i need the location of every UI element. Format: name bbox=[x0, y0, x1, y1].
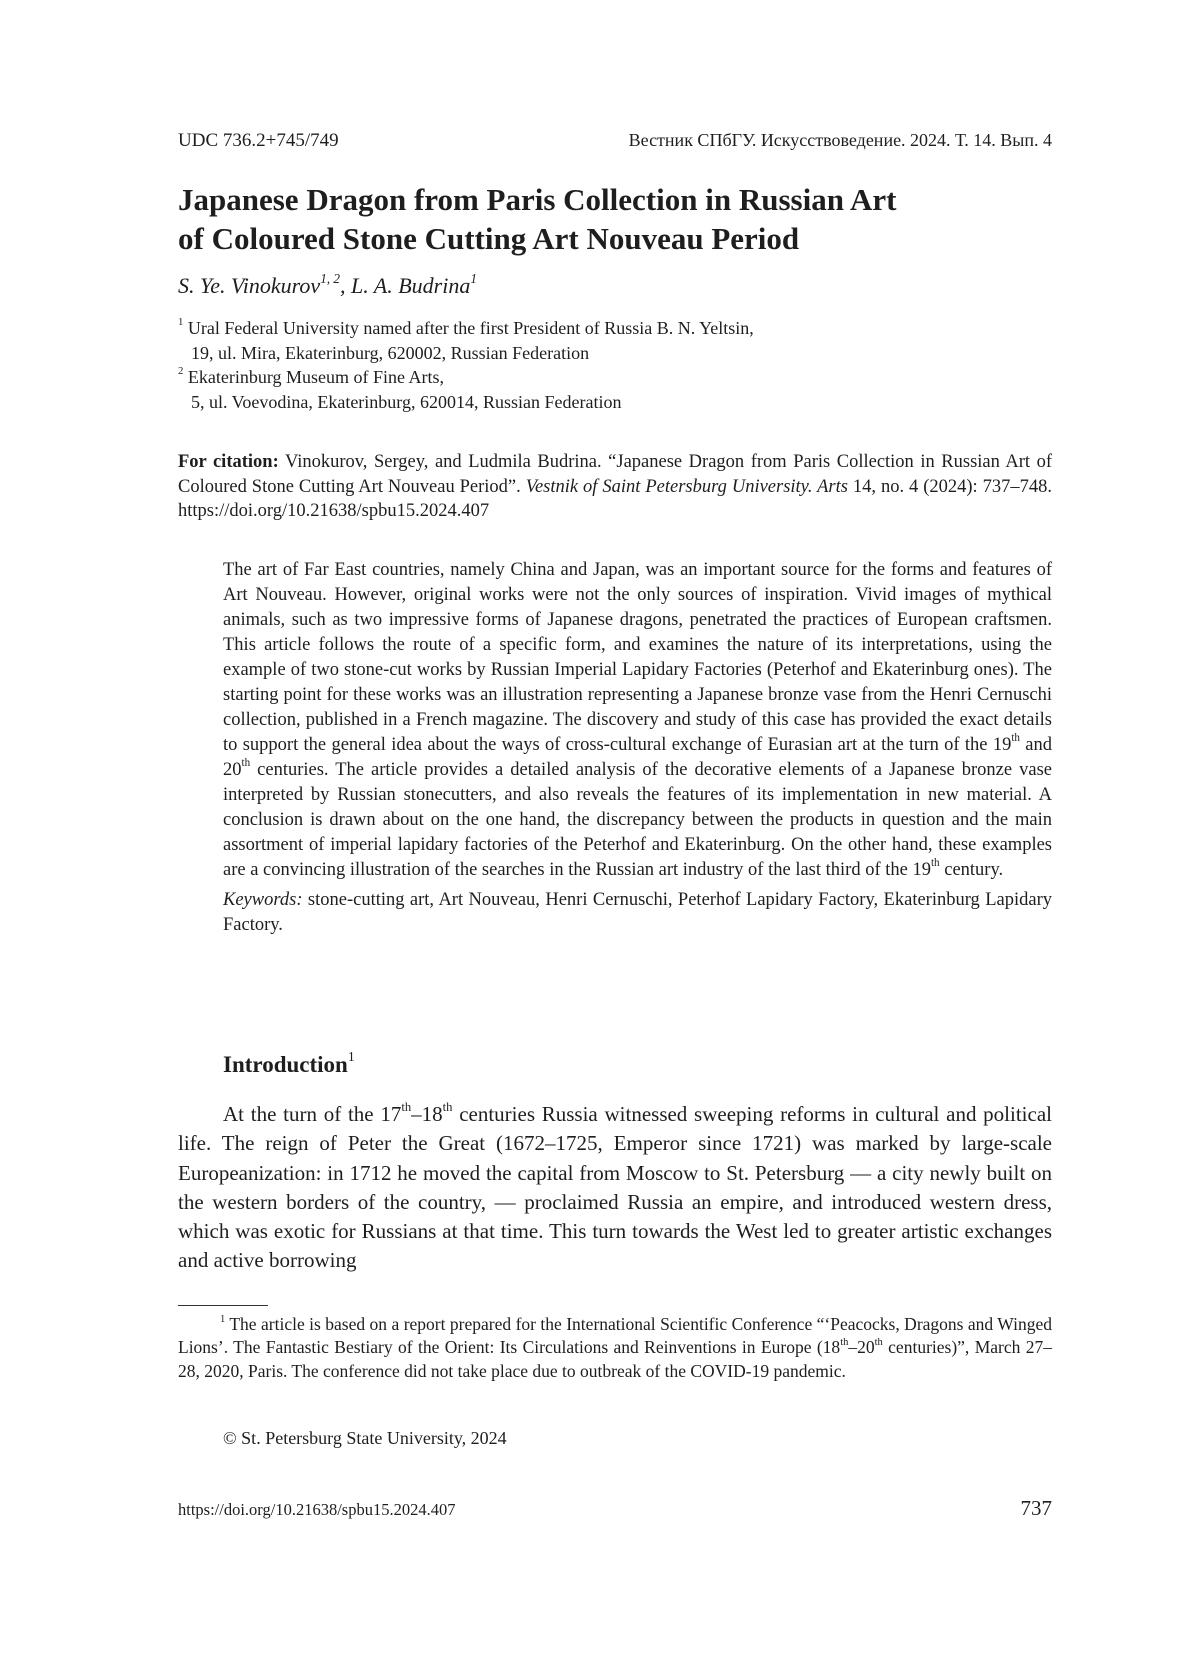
abstract-sup-3: th bbox=[930, 857, 940, 870]
intro-text-3: centuries Russia witnessed sweeping reforms in cultural and political life. The reign of Peter the Great (1672–1725, Emperor since 1721) was marked by large-scale Europeanization: in 1712 he moved the capital from Moscow to St. Petersburg — a city newly built on the western borders of the country, — proclaimed Russia an empire, and introduced western dress, which was exotic for Russians at that time. This turn towards the West led to greater artistic exchanges and active borrowing bbox=[178, 1102, 1052, 1273]
intro-text-1: At the turn of the 17 bbox=[223, 1102, 402, 1126]
introduction-heading-text: Introduction bbox=[223, 1052, 348, 1077]
author-1-affil: 1, 2 bbox=[320, 270, 340, 286]
affiliation-1-line-2: 19, ul. Mira, Ekaterinburg, 620002, Russian Federation bbox=[191, 342, 590, 363]
footnote-text-2: –20 bbox=[848, 1337, 875, 1358]
intro-sup-2: th bbox=[442, 1100, 453, 1115]
introduction-paragraph bbox=[178, 1100, 1052, 1276]
author-separator: , bbox=[339, 273, 351, 298]
footer-doi-link[interactable]: https://doi.org/10.21638/spbu15.2024.407 bbox=[178, 1500, 456, 1519]
authors bbox=[178, 270, 477, 299]
author-2-affil: 1 bbox=[470, 270, 477, 286]
page-number: 737 bbox=[1020, 1496, 1052, 1520]
abstract-paragraph bbox=[223, 558, 1052, 883]
keywords bbox=[223, 888, 1052, 938]
intro-sup-1: th bbox=[401, 1100, 412, 1115]
affiliation-1-number: 1 bbox=[178, 316, 184, 329]
footnote-text-3: centuries)”, March 27–28, 2020, Paris. The conference did not take place due to outbreak of the COVID-19 pandemic. bbox=[178, 1337, 1053, 1381]
citation-text-1: Vinokurov, Sergey, and Ludmila Budrina. “Japanese Dragon from Paris Collection in Russian Art of Coloured Stone Cutting Art Nouveau Period”. bbox=[178, 452, 1052, 497]
affiliations bbox=[178, 316, 1058, 414]
affiliation-2-number: 2 bbox=[178, 365, 184, 378]
article-title bbox=[178, 180, 1038, 258]
affiliation-2-line-1 bbox=[178, 365, 1058, 390]
introduction-footnote-ref: 1 bbox=[347, 1049, 355, 1065]
abstract-text-1: The art of Far East countries, namely China and Japan, was an important source for the forms and features of Art Nouveau. However, original works were not the only sources of inspiration. Vivid images of mythical animals, such as two impressive forms of Japanese dragons, penetrated the practices of European craftsmen. This article follows the route of a specific form, and examines the nature of its interpretations, using the example of two stone-cut works by Russian Imperial Lapidary Factories (Peterhof and Ekaterinburg ones). The starting point for these works was an illustration representing a Japanese bronze vase from the Henri Cernuschi collection, published in a French magazine. The discovery and study of this case has provided the exact details to support the general idea about the ways of cross-cultural exchange of Eurasian art at the turn of the 19 bbox=[223, 560, 1052, 755]
keywords-text: stone-cutting art, Art Nouveau, Henri Cernuschi, Peterhof Lapidary Factory, Ekaterinburg Lapidary Factory. bbox=[223, 890, 1052, 935]
citation-block bbox=[178, 450, 1052, 524]
footnote-paragraph bbox=[178, 1313, 1052, 1383]
keywords-label: Keywords: bbox=[223, 890, 303, 910]
footnote-divider bbox=[178, 1305, 268, 1306]
citation-label: For citation: bbox=[178, 452, 279, 472]
abstract-sup-1: th bbox=[1011, 732, 1020, 745]
introduction-body bbox=[178, 1100, 1052, 1276]
citation-journal: Vestnik of Saint Petersburg University. Arts bbox=[525, 476, 848, 497]
affiliation-1-line-1 bbox=[178, 316, 1058, 341]
abstract bbox=[223, 558, 1052, 938]
affiliation-1-text: Ural Federal University named after the first President of Russia B. N. Yeltsin, bbox=[183, 318, 754, 338]
affiliation-2-line-2: 5, ul. Voevodina, Ekaterinburg, 620014, Russian Federation bbox=[191, 391, 622, 412]
abstract-text-2: and 20 bbox=[223, 735, 1052, 780]
section-heading-introduction bbox=[223, 1049, 355, 1078]
footnote-text-1: The article is based on a report prepared for the International Scientific Conference “‘Peacocks, Dragons and Winged Lions’. The Fantastic Bestiary of the Orient: Its Circulations and Reinventions in Europe (18 bbox=[178, 1314, 1052, 1358]
footnote-number: 1 bbox=[220, 1313, 226, 1325]
footnote-sup-1: th bbox=[840, 1336, 849, 1348]
abstract-sup-2: th bbox=[241, 757, 251, 770]
journal-header: Вестник СПбГУ. Искусствоведение. 2024. Т. 14. Вып. 4 bbox=[628, 130, 1052, 150]
author-2: L. A. Budrina bbox=[350, 273, 471, 298]
footnote bbox=[178, 1313, 1052, 1383]
title-line-2: of Coloured Stone Cutting Art Nouveau Period bbox=[178, 221, 800, 256]
intro-text-2: –18 bbox=[411, 1102, 443, 1126]
udc-code: UDC 736.2+745/749 bbox=[178, 130, 339, 151]
citation-text-2: 14, no. 4 (2024): 737–748. https://doi.org/10.21638/spbu15.2024.407 bbox=[178, 476, 1052, 521]
copyright-notice: © St. Petersburg State University, 2024 bbox=[223, 1428, 507, 1448]
footnote-sup-2: th bbox=[874, 1336, 883, 1348]
abstract-text-4: century. bbox=[939, 860, 1004, 880]
author-1: S. Ye. Vinokurov bbox=[178, 273, 321, 298]
abstract-text-3: centuries. The article provides a detailed analysis of the decorative elements of a Japanese bronze vase interpreted by Russian stonecutters, and also reveals the features of its implementation in new material. A conclusion is drawn about on the one hand, the discrepancy between the products in question and the main assortment of imperial lapidary factories of the Peterhof and Ekaterinburg. On the other hand, these examples are a convincing illustration of the searches in the Russian art industry of the last third of the 19 bbox=[223, 760, 1052, 880]
affiliation-2-text: Ekaterinburg Museum of Fine Arts, bbox=[183, 367, 445, 387]
title-line-1: Japanese Dragon from Paris Collection in Russian Art bbox=[178, 182, 897, 217]
